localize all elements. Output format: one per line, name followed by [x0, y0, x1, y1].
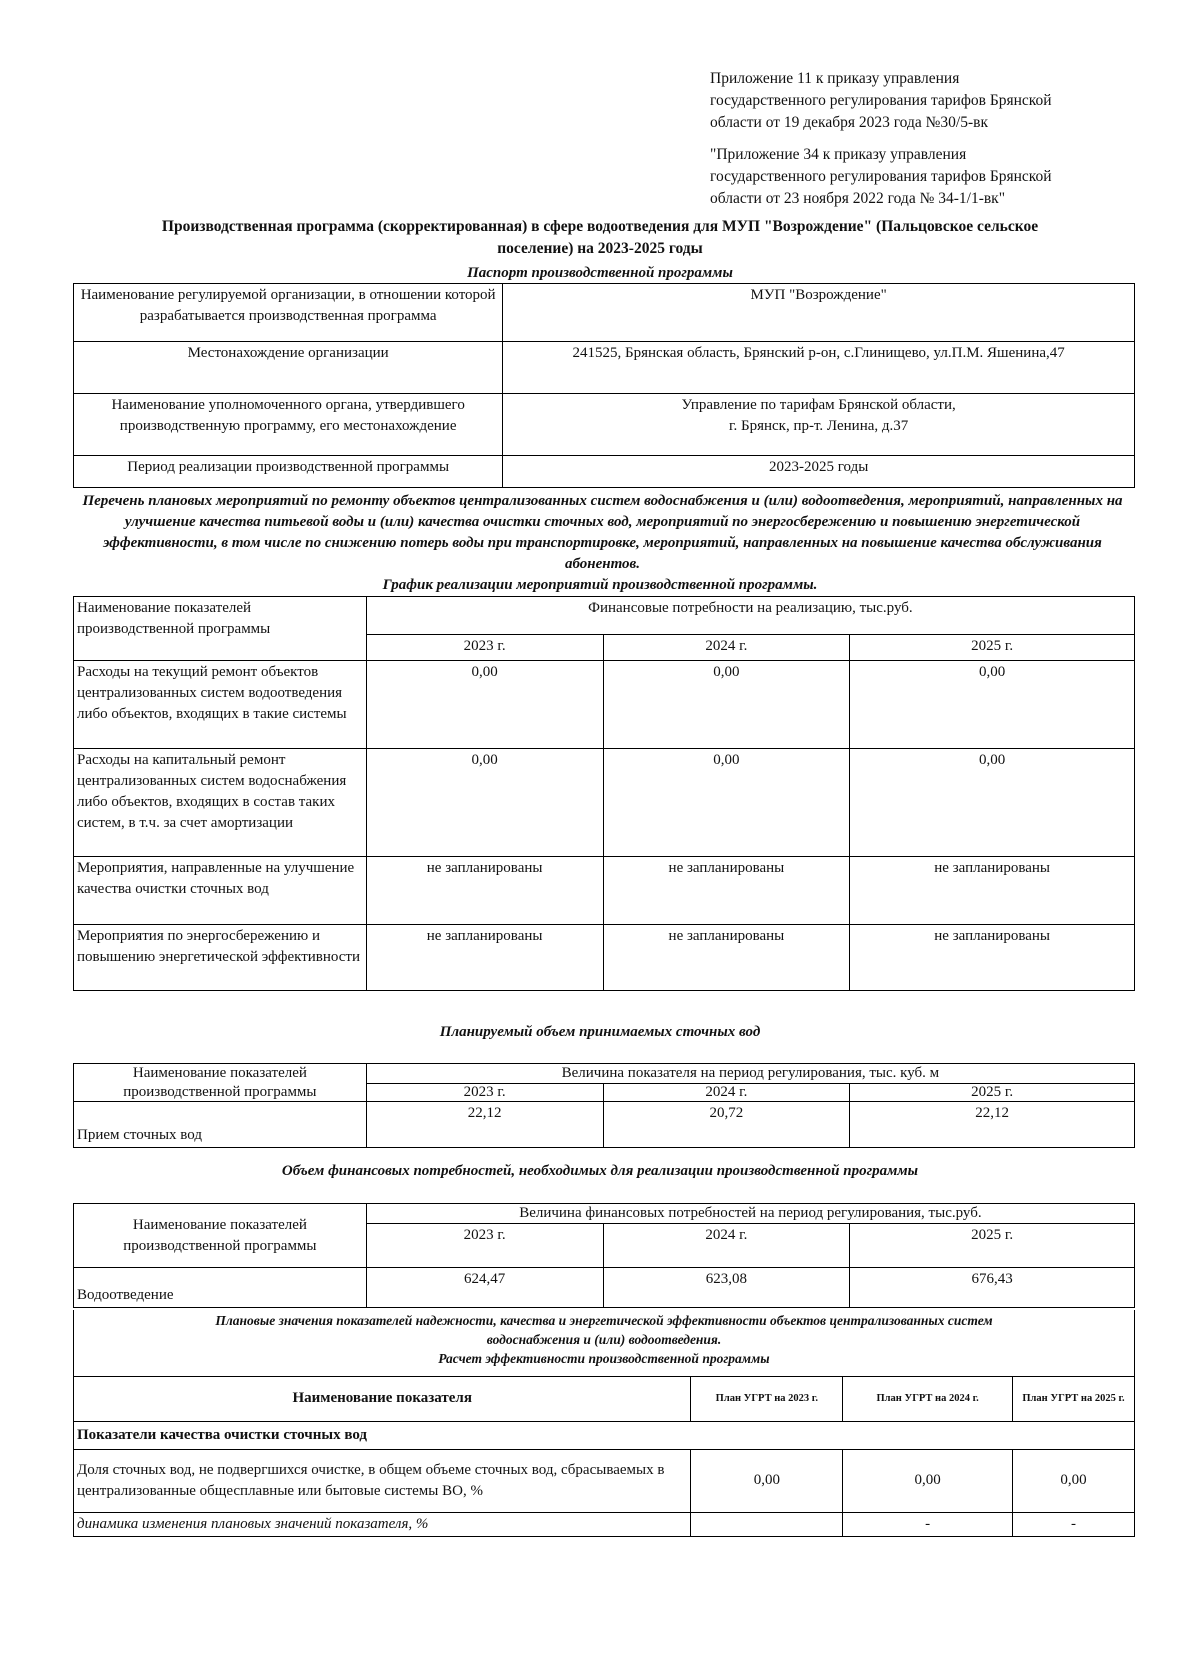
cell-value: 22,12 [850, 1102, 1135, 1148]
plan-header: План УГРТ на 2024 г. [843, 1376, 1013, 1421]
year-header: 2023 г. [366, 635, 603, 661]
year-header: 2025 г. [850, 635, 1135, 661]
finance-table [73, 1203, 1135, 1308]
table-row [74, 857, 1135, 925]
cell-value: 0,00 [843, 1449, 1013, 1512]
passport-label: Местонахождение организации [74, 342, 503, 394]
indicators-heading-line: Плановые значения показателей надежности, качества и энергетической эффективности объектов централизованных систем [215, 1313, 993, 1328]
appendix-line: области от 19 декабря 2023 года №30/5-вк [710, 114, 988, 131]
indicators-table [73, 1310, 1135, 1537]
cell-value: - [1013, 1512, 1135, 1536]
passport-label: Наименование уполномоченного органа, утвердившего производственную программу, его местонахождение [74, 394, 503, 456]
passport-label: Наименование регулируемой организации, в отношении которой разрабатывается производственная программа [74, 284, 503, 342]
cell-value: 676,43 [850, 1268, 1135, 1308]
cell-value: 0,00 [1013, 1449, 1135, 1512]
passport-row [74, 342, 1135, 394]
document-title [70, 216, 1130, 260]
cell-value: не запланированы [366, 857, 603, 925]
passport-label: Период реализации производственной программы [74, 456, 503, 488]
plan-header: План УГРТ на 2023 г. [691, 1376, 843, 1421]
appendix-line: "Приложение 34 к приказу управления [710, 146, 967, 163]
cell-value: не запланированы [366, 925, 603, 991]
passport-row [74, 394, 1135, 456]
passport-value: Управление по тарифам Брянской области, г. Брянск, пр-т. Ленина, д.37 [503, 394, 1135, 456]
cell-value: 624,47 [366, 1268, 603, 1308]
finance-col-name: Наименование показателей производственной программы [74, 1204, 367, 1268]
appendix-line: области от 23 ноября 2022 года № 34-1/1-вк" [710, 190, 1006, 207]
row-name: Прием сточных вод [74, 1102, 367, 1148]
volume-col-group: Величина показателя на период регулирования, тыс. куб. м [366, 1064, 1134, 1084]
table-row [74, 1102, 1135, 1148]
indicators-col-name: Наименование показателя [74, 1376, 691, 1421]
passport-value: 241525, Брянская область, Брянский р-он, с.Глинищево, ул.П.М. Яшенина,47 [503, 342, 1135, 394]
measures-col-group: Финансовые потребности на реализацию, тыс.руб. [366, 597, 1134, 635]
cell-value: - [843, 1512, 1013, 1536]
indicators-heading-line: водоснабжения и (или) водоотведения. [486, 1332, 722, 1347]
measures-heading: Перечень плановых мероприятий по ремонту объектов централизованных систем водоснабжения и (или) водоотведения, мероприятий, направленных на улучшение качества питьевой воды и (или) качества очистки сточных вод, мероприятий по энергосбережению и повышению энергетической эффективности, в том числе по снижению потерь воды при транспортировке, мероприятий, направленных на повышение качества обслуживания абонентов. [82, 493, 1123, 572]
cell-value: не запланированы [850, 857, 1135, 925]
row-name: Мероприятия по энергосбережению и повышению энергетической эффективности [74, 925, 367, 991]
year-header: 2024 г. [603, 1084, 850, 1102]
cell-value: 0,00 [366, 749, 603, 857]
appendix-current [710, 68, 1150, 134]
cell-value: 0,00 [603, 661, 850, 749]
cell-value: 0,00 [691, 1449, 843, 1512]
table-row [74, 1449, 1135, 1512]
indicators-heading-line: Расчет эффективности производственной программы [438, 1351, 770, 1366]
row-name: Водоотведение [74, 1268, 367, 1308]
finance-heading: Объем финансовых потребностей, необходимых для реализации производственной программы [281, 1163, 919, 1179]
cell-value: 623,08 [603, 1268, 850, 1308]
table-row [74, 1512, 1135, 1536]
volume-heading: Планируемый объем принимаемых сточных вод [439, 1024, 761, 1040]
measures-table [73, 596, 1135, 991]
volume-table [73, 1063, 1135, 1148]
row-name: Расходы на капитальный ремонт централизованных систем водоснабжения либо объектов, входящих в состав таких систем, в т.ч. за счет амортизации [74, 749, 367, 857]
appendix-line: Приложение 11 к приказу управления [710, 70, 960, 87]
year-header: 2023 г. [366, 1084, 603, 1102]
year-header: 2025 г. [850, 1224, 1135, 1268]
cell-value [691, 1512, 843, 1536]
indicators-section: Показатели качества очистки сточных вод [74, 1421, 1135, 1449]
title-line: поселение) на 2023-2025 годы [497, 240, 703, 257]
cell-value: 22,12 [366, 1102, 603, 1148]
passport-value: 2023-2025 годы [503, 456, 1135, 488]
cell-value: не запланированы [603, 925, 850, 991]
row-name: динамика изменения плановых значений показателя, % [74, 1512, 691, 1536]
passport-table [73, 283, 1135, 488]
table-row [74, 1268, 1135, 1308]
row-name: Расходы на текущий ремонт объектов централизованных систем водоотведения либо объектов, входящих в такие системы [74, 661, 367, 749]
finance-col-group: Величина финансовых потребностей на период регулирования, тыс.руб. [366, 1204, 1134, 1224]
indicators-heading [74, 1310, 1135, 1376]
passport-heading: Паспорт производственной программы [467, 265, 733, 281]
measures-subheading: График реализации мероприятий производственной программы. [382, 577, 818, 593]
table-row [74, 925, 1135, 991]
plan-header: План УГРТ на 2025 г. [1013, 1376, 1135, 1421]
passport-row [74, 456, 1135, 488]
cell-value: не запланированы [603, 857, 850, 925]
year-header: 2024 г. [603, 635, 850, 661]
table-row [74, 749, 1135, 857]
year-header: 2024 г. [603, 1224, 850, 1268]
volume-col-name: Наименование показателей [74, 1064, 367, 1084]
cell-value: не запланированы [850, 925, 1135, 991]
cell-value: 0,00 [850, 661, 1135, 749]
volume-col-name: производственной программы [74, 1084, 367, 1102]
cell-value: 0,00 [850, 749, 1135, 857]
year-header: 2025 г. [850, 1084, 1135, 1102]
row-name: Мероприятия, направленные на улучшение качества очистки сточных вод [74, 857, 367, 925]
cell-value: 0,00 [366, 661, 603, 749]
appendix-line: государственного регулирования тарифов Брянской [710, 168, 1052, 185]
passport-row [74, 284, 1135, 342]
cell-value: 20,72 [603, 1102, 850, 1148]
table-row [74, 661, 1135, 749]
appendix-previous [710, 144, 1150, 210]
measures-col-name: Наименование показателей производственной программы [74, 597, 367, 661]
year-header: 2023 г. [366, 1224, 603, 1268]
row-name: Доля сточных вод, не подвергшихся очистке, в общем объеме сточных вод, сбрасываемых в централизованные общесплавные или бытовые системы ВО, % [74, 1449, 691, 1512]
passport-value: МУП "Возрождение" [503, 284, 1135, 342]
appendix-line: государственного регулирования тарифов Брянской [710, 92, 1052, 109]
cell-value: 0,00 [603, 749, 850, 857]
title-line: Производственная программа (скорректированная) в сфере водоотведения для МУП "Возрождение" (Пальцовское сельское [161, 218, 1039, 235]
